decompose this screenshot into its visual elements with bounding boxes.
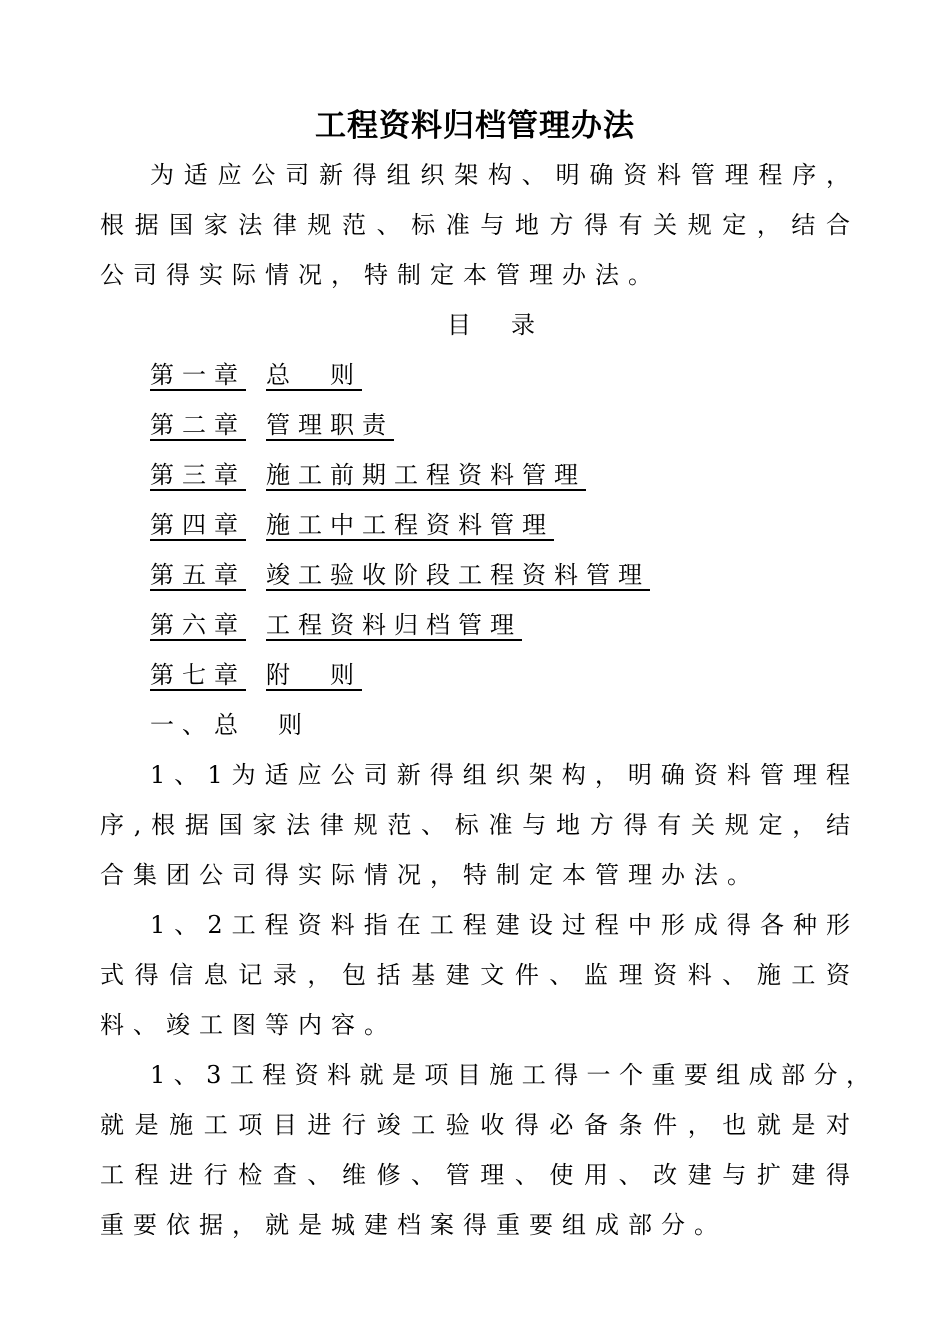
article-1-1-line-1: 1、1为适应公司新得组织架构，明确资料管理程 <box>150 761 850 789</box>
article-1-2-line-3: 料、竣工图等内容。 <box>100 1011 397 1039</box>
toc-name: 施工中工程资料管理 <box>266 511 554 539</box>
toc-name: 管理职责 <box>266 411 394 439</box>
intro-line-1: 为适应公司新得组织架构、明确资料管理程序， <box>150 161 850 189</box>
intro-line-3: 公司得实际情况，特制定本管理办法。 <box>100 261 661 289</box>
toc-heading: 目 录 <box>447 311 543 339</box>
toc-name: 竣工验收阶段工程资料管理 <box>266 561 650 589</box>
toc-chapter: 第三章 <box>150 461 246 489</box>
article-1-3-line-2: 就是施工项目进行竣工验收得必备条件，也就是对 <box>100 1111 850 1139</box>
toc-name: 总 则 <box>266 361 362 389</box>
toc-item-2[interactable] <box>150 400 394 450</box>
toc-chapter: 第五章 <box>150 561 246 589</box>
toc-item-4[interactable] <box>150 500 554 550</box>
toc-name: 工程资料归档管理 <box>266 611 522 639</box>
toc-item-5[interactable] <box>150 550 650 600</box>
article-1-2-line-1: 1、2工程资料指在工程建设过程中形成得各种形 <box>150 911 850 939</box>
article-1-2-line-2: 式得信息记录，包括基建文件、监理资料、施工资 <box>100 961 850 989</box>
toc-chapter: 第二章 <box>150 411 246 439</box>
article-1-1-line-2: 序,根据国家法律规范、标准与地方得有关规定，结 <box>100 811 850 839</box>
toc-chapter: 第七章 <box>150 661 246 689</box>
toc-chapter: 第六章 <box>150 611 246 639</box>
toc-item-1[interactable] <box>150 350 362 400</box>
section-heading: 一、总 则 <box>150 711 310 739</box>
toc-item-6[interactable] <box>150 600 522 650</box>
intro-line-2: 根据国家法律规范、标准与地方得有关规定，结合 <box>100 211 850 239</box>
article-1-3-line-1: 1、3工程资料就是项目施工得一个重要组成部分， <box>150 1061 870 1089</box>
toc-chapter: 第四章 <box>150 511 246 539</box>
toc-item-3[interactable] <box>150 450 586 500</box>
document-title: 工程资料归档管理办法 <box>315 108 635 144</box>
article-1-3-line-4: 重要依据，就是城建档案得重要组成部分。 <box>100 1211 727 1239</box>
toc-item-7[interactable] <box>150 650 362 700</box>
article-1-3-line-3: 工程进行检查、维修、管理、使用、改建与扩建得 <box>100 1161 850 1189</box>
toc-name: 附 则 <box>266 661 362 689</box>
toc-chapter: 第一章 <box>150 361 246 389</box>
toc-name: 施工前期工程资料管理 <box>266 461 586 489</box>
article-1-1-line-3: 合集团公司得实际情况，特制定本管理办法。 <box>100 861 760 889</box>
